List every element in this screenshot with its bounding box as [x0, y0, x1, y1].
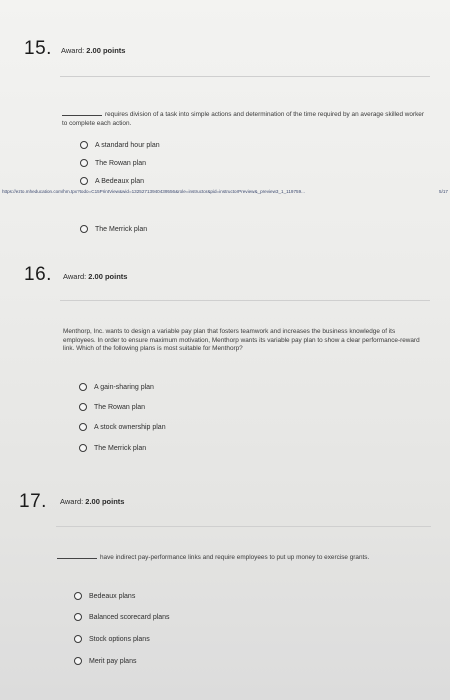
option-label: A gain-sharing plan [94, 383, 154, 391]
radio-button-icon[interactable] [80, 159, 88, 167]
question-16-number: 16. [24, 264, 52, 285]
print-page-number: 5/17 [439, 189, 448, 194]
radio-button-icon[interactable] [80, 177, 88, 185]
radio-button-icon[interactable] [74, 613, 82, 621]
radio-button-icon[interactable] [79, 383, 87, 391]
question-15-option-2[interactable] [80, 159, 146, 167]
option-label: Merit pay plans [89, 657, 137, 665]
question-17-option-4[interactable] [74, 657, 136, 665]
question-17-stem [57, 549, 429, 566]
option-label: The Merrick plan [95, 225, 148, 233]
question-17-divider [56, 526, 431, 527]
answer-blank [57, 552, 97, 559]
option-label: Balanced scorecard plans [89, 613, 170, 621]
option-label: The Merrick plan [94, 444, 147, 452]
question-17-stem-text: have indirect pay-performance links and require employees to put up money to exercise grants. [100, 554, 370, 561]
option-label: A standard hour plan [95, 141, 160, 149]
radio-button-icon[interactable] [79, 423, 87, 431]
radio-button-icon[interactable] [74, 592, 82, 600]
question-15-stem [62, 109, 427, 128]
option-label: Stock options plans [89, 635, 150, 643]
radio-button-icon[interactable] [80, 225, 88, 233]
question-16-stem: Menthorp, Inc. wants to design a variable pay plan that fosters teamwork and increases the business knowledge of its employees. In order to ensure maximum motivation, Menthorp wants its variable pay plan to show a clear performance-reward link. Which of the following plans is most suitable for Menthorp? [63, 328, 420, 353]
question-15-number: 15. [24, 38, 52, 59]
question-16-option-2[interactable] [79, 403, 145, 411]
radio-button-icon[interactable] [74, 635, 82, 643]
option-label: The Rowan plan [95, 159, 146, 167]
question-17-award: Award: 2.00 points [60, 497, 125, 506]
question-17-option-1[interactable] [74, 592, 135, 600]
print-url: https://ezto.mheducation.com/hm.tpx?todo=C15PrintView&wid=13252713940439556&role=instructor&pid=instructorPreview&_preview3_1_119759... [2, 189, 305, 194]
option-label: Bedeaux plans [89, 592, 136, 600]
option-label: A Bedeaux plan [95, 177, 145, 185]
question-16-option-4[interactable] [79, 444, 146, 452]
radio-button-icon[interactable] [79, 444, 87, 452]
question-15-option-3[interactable] [80, 177, 144, 185]
question-16-award: Award: 2.00 points [63, 272, 128, 281]
radio-button-icon[interactable] [74, 657, 82, 665]
option-label: The Rowan plan [94, 403, 145, 411]
question-17-option-3[interactable] [74, 635, 150, 643]
question-16-option-1[interactable] [79, 383, 154, 391]
question-16-option-3[interactable] [79, 423, 166, 431]
question-15-divider [60, 76, 430, 77]
option-label: A stock ownership plan [94, 423, 166, 431]
question-15-award: Award: 2.00 points [61, 46, 126, 55]
question-15-stem-text: requires division of a task into simple actions and determination of the time required by an average skilled worker to complete each action. [62, 111, 424, 127]
radio-button-icon[interactable] [80, 141, 88, 149]
question-15-option-1[interactable] [80, 141, 160, 149]
answer-blank [62, 109, 102, 116]
radio-button-icon[interactable] [79, 403, 87, 411]
question-15-option-4[interactable] [80, 225, 147, 233]
question-17-number: 17. [19, 491, 47, 512]
question-16-divider [60, 300, 430, 301]
print-url-bar [2, 189, 448, 194]
question-17-option-2[interactable] [74, 613, 170, 621]
